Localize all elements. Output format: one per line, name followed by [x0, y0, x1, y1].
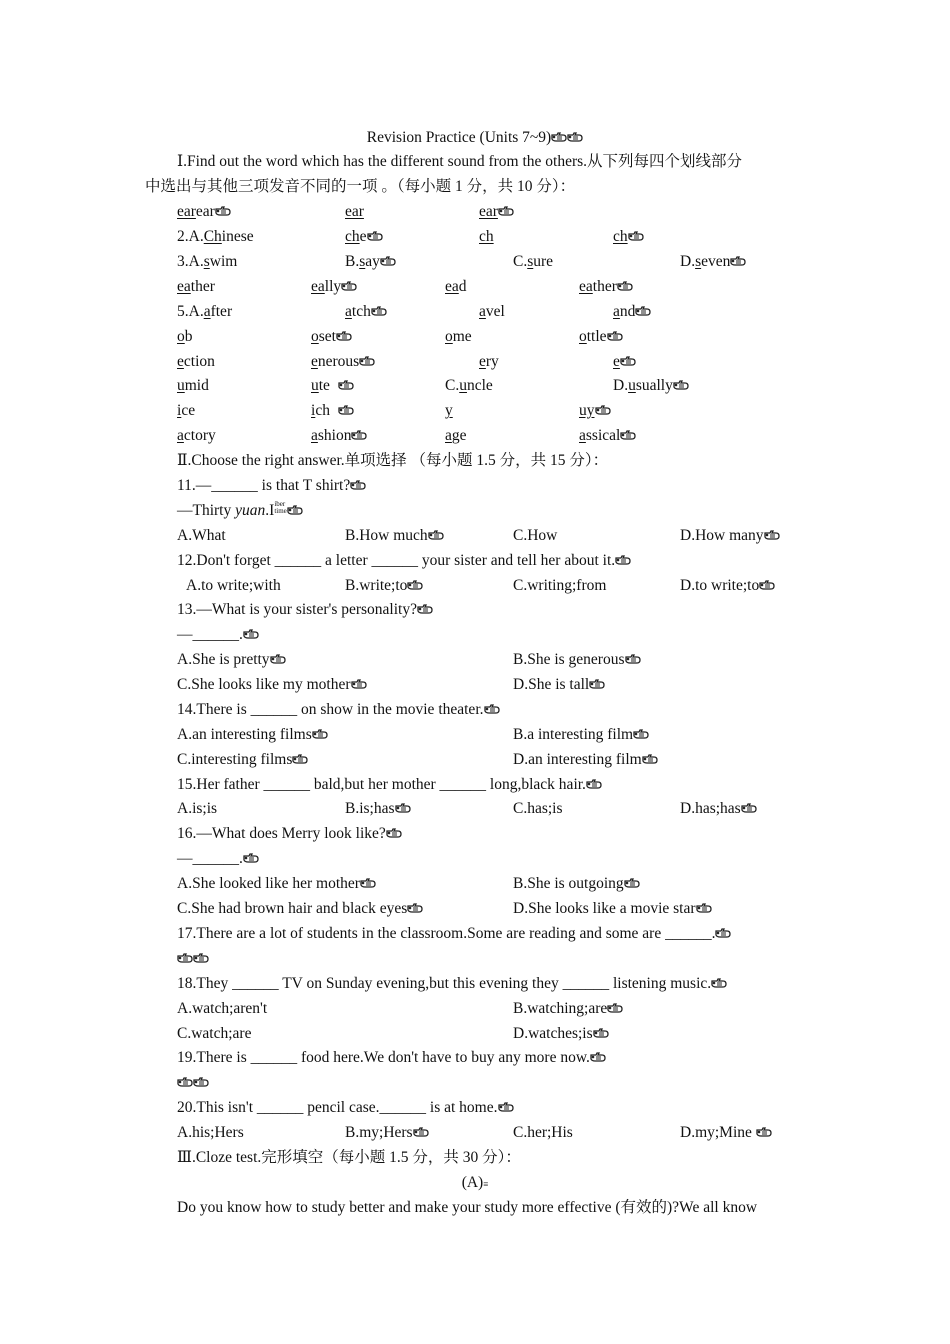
- question-13-answer: —______.: [177, 623, 259, 647]
- question-16-answer: —______.: [177, 847, 259, 871]
- hand-pointer-icon: [730, 255, 746, 267]
- hand-pointer-icon: [428, 529, 444, 541]
- hand-pointer-icon: [336, 330, 352, 342]
- hand-pointer-icon: [607, 330, 623, 342]
- hand-pointer-icon: [338, 404, 354, 416]
- hand-pointer-icon: [193, 1076, 209, 1088]
- hand-pointer-icon: [351, 678, 367, 690]
- hand-pointer-icon: [590, 1051, 606, 1063]
- section-3-heading: Ⅲ.Cloze test.完形填空（每小题 1.5 分，共 30 分）：: [177, 1149, 521, 1166]
- hand-pointer-icon: [407, 902, 423, 914]
- hand-pointer-icon: [711, 977, 727, 989]
- hand-pointer-icon: [270, 653, 286, 665]
- hand-pointer-icon: [642, 753, 658, 765]
- hand-pointer-icon: [193, 952, 209, 964]
- hand-pointer-icon: [386, 827, 402, 839]
- hand-pointer-icon: [395, 802, 411, 814]
- hand-pointer-icon: [350, 479, 366, 491]
- hand-pointer-icon: [359, 355, 375, 367]
- question-20-stem: 20.This isn't ______ pencil case.______ is at home.: [177, 1096, 514, 1120]
- question-16-stem: 16.—What does Merry look like?: [177, 822, 402, 846]
- passage-a-label: (A)≡: [461, 1174, 489, 1191]
- hand-pointer-icon: [177, 1076, 193, 1088]
- passage-a-text: Do you know how to study better and make your study more effective (有效的)?We all know: [177, 1199, 758, 1216]
- hand-pointer-icon: [593, 1027, 609, 1039]
- hand-pointer-icon: [595, 404, 611, 416]
- question-11-answer: —Thirty yuan.I iber time: [177, 499, 303, 523]
- hand-pointer-icon: [756, 1126, 772, 1138]
- section-1-heading: Ⅰ.Find out the word which has the different sound from the others.从下列每四个划线部分 中选出与其他三项发音不同的一项 。（每小题 1 分，共 10 分）：: [145, 153, 743, 195]
- hand-pointer-icon: [586, 778, 602, 790]
- hand-pointer-icon: [243, 852, 259, 864]
- hand-pointer-icon: [351, 429, 367, 441]
- hand-pointer-icon: [615, 554, 631, 566]
- hand-pointer-icon: [673, 379, 689, 391]
- hand-pointer-icon: [243, 628, 259, 640]
- question-17-stem: 17.There are a lot of students in the classroom.Some are reading and some are ______.: [177, 922, 731, 946]
- hand-pointer-icon: [625, 653, 641, 665]
- question-18-stem: 18.They ______ TV on Sunday evening,but this evening they ______ listening music.: [177, 972, 727, 996]
- hand-pointer-icon: [338, 379, 354, 391]
- hand-pointer-icon: [635, 305, 651, 317]
- hand-pointer-icon: [371, 305, 387, 317]
- hand-pointer-icon: [715, 927, 731, 939]
- section-2-heading: Ⅱ.Choose the right answer.单项选择 （每小题 1.5 分，共 15 分）：: [177, 452, 609, 469]
- hand-pointer-icon: [287, 504, 303, 516]
- hand-pointer-icon: [759, 579, 775, 591]
- hand-pointer-icon: [177, 952, 193, 964]
- hand-pointer-icon: [407, 579, 423, 591]
- hand-pointer-icon: [620, 355, 636, 367]
- hand-pointer-icon: [607, 1002, 623, 1014]
- hand-pointer-icon: [620, 429, 636, 441]
- hand-pointer-icon: [764, 529, 780, 541]
- question-19-marks: [177, 1071, 209, 1095]
- hand-pointer-icon: [633, 728, 649, 740]
- hand-pointer-icon: [617, 280, 633, 292]
- hand-pointer-icon: [741, 802, 757, 814]
- hand-pointer-icon: [589, 678, 605, 690]
- question-19-stem: 19.There is ______ food here.We don't have to buy any more now.: [177, 1046, 606, 1070]
- hand-pointer-icon: [628, 230, 644, 242]
- hand-pointer-icon: [417, 603, 433, 615]
- question-14-stem: 14.There is ______ on show in the movie theater.: [177, 698, 500, 722]
- hand-pointer-icon: [624, 877, 640, 889]
- hand-pointer-icon: [215, 205, 231, 217]
- question-11-stem: 11.—______ is that T shirt?: [177, 474, 366, 498]
- hand-pointer-icon: [498, 205, 514, 217]
- hand-pointer-icon: [367, 230, 383, 242]
- hand-pointer-icon: [413, 1126, 429, 1138]
- page-title: Revision Practice (Units 7~9): [0, 126, 950, 150]
- hand-pointer-icon: [380, 255, 396, 267]
- hand-pointer-icon: [360, 877, 376, 889]
- hand-pointer-icon: [484, 703, 500, 715]
- hand-pointer-icon: [341, 280, 357, 292]
- question-15-stem: 15.Her father ______ bald,but her mother ______ long,black hair.: [177, 773, 602, 797]
- question-17-marks: [177, 947, 209, 971]
- question-13-stem: 13.—What is your sister's personality?: [177, 598, 433, 622]
- question-12-stem: 12.Don't forget ______ a letter ______ your sister and tell her about it.: [177, 549, 631, 573]
- document-page: Revision Practice (Units 7~9) Ⅰ.Find out the word which has the different sound from the others.从下列每四个划线部分 中选出与其他三项发音不同的一项 。（每小题 1 分，共 10 分）： earear ear ear 2.A.Chinese che ch ch 3.A.swim B.say C.sure D.seven eather eally ead eather 5.A.after atch avel and ob oset ome ottle ection enerous ery e umid ute C.uncle D.usually ice ich y uy actory ashion age assical Ⅱ.Choose the right answer.单项选择 （每小题 1.5 分，共 15 分）： 11.—______ is that T shirt? —Thirty yuan.I iber time A.What B.How much C.How D.How many 12.Don't forget ______ a letter ______ your sister and tell her about it. A.to write;with B.write;to C.writing;from D.to write;to 13.—What is your sister's personality? —______. A.She is pretty B.She is generous C.She looks like my mother D.She is tall 14.There is ______ on show in the movie theater. A.an interesting films B.a interesting film C.interesting films D.an interesting film 15.Her father ______ bald,but her mother ______ long,black hair. A.is;is B.is;has C.has;is D.has;has 16.—What does Merry look like? —______. A.She looked like her mother B.She is outgoing C.She had brown hair and black eyes D.She looks like a movie star 17.There are a lot of students in the classroom.Some are reading and some are ______. 18.They ______ TV on Sunday evening,but this evening they ______ listening music. A.watch;aren't B.watching;are C.watch;are D.watches;is 19.There is ______ food here.We don't have to buy any more now. 20.This isn't ______ pencil case.______ is at home. A.his;Hers B.my;Hers C.her;His D.my;Mine Ⅲ.Cloze test.完形填空（每小题 1.5 分，共 30 分）： (A)≡ Do you know how to study better and make your study more effective (有效的)?We all know: [0, 0, 950, 1344]
- hand-pointer-icon: [498, 1101, 514, 1113]
- hand-pointer-icon: [567, 131, 583, 143]
- hand-pointer-icon: [292, 753, 308, 765]
- hand-pointer-icon: [551, 131, 567, 143]
- hand-pointer-icon: [696, 902, 712, 914]
- hand-pointer-icon: [312, 728, 328, 740]
